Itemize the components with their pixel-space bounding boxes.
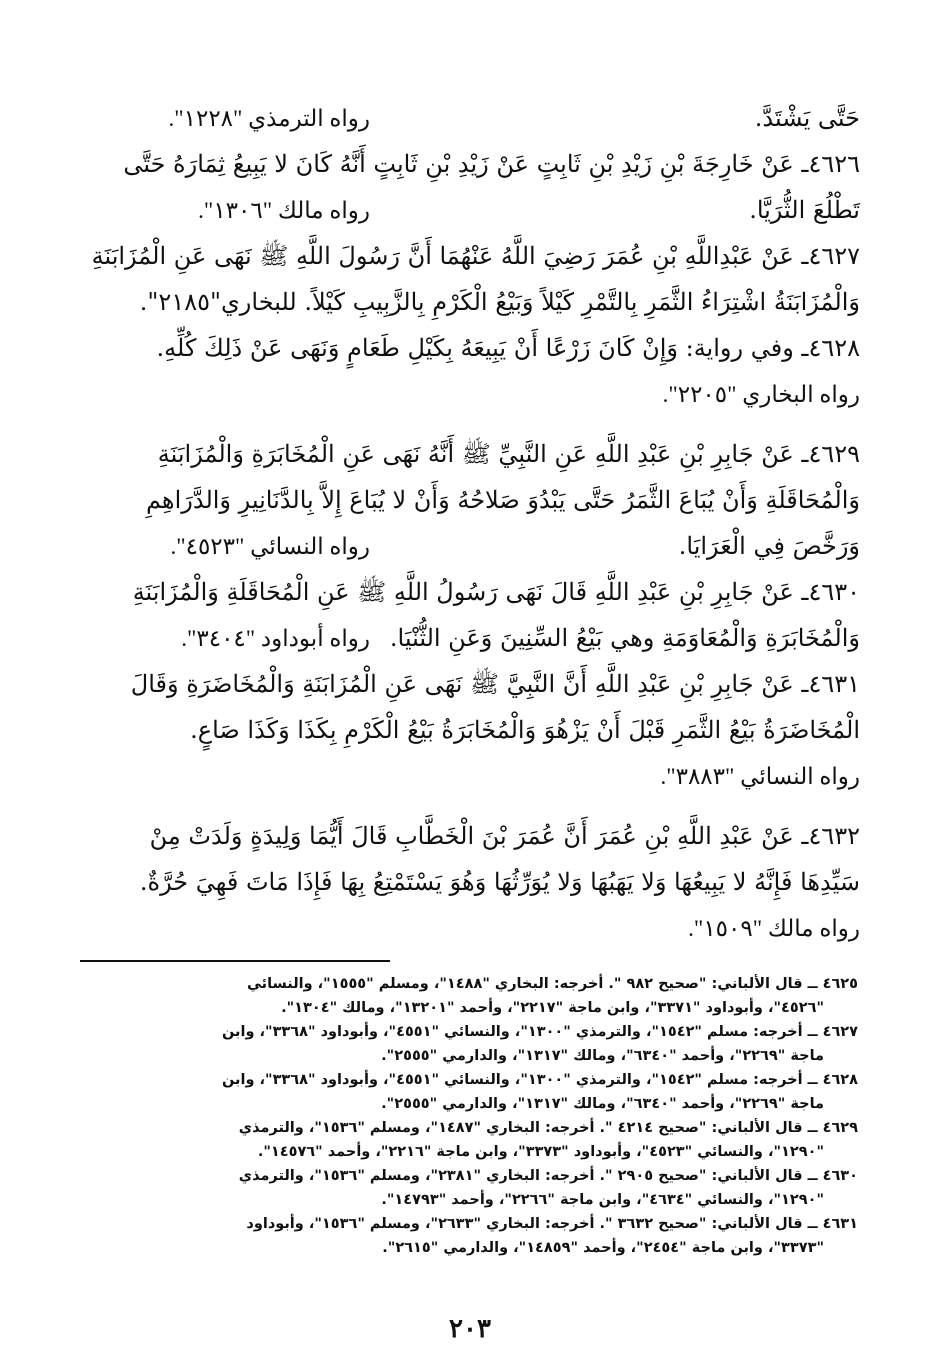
hadith-source: رواه مالك "١٥٠٩". [688,916,860,941]
hadith-line: ٤٦٣٢ـ عَنْ عَبْدِ اللَّهِ بْنِ عُمَرَ أَنَّ عُمَرَ بْنَ الْخَطَّابِ قَالَ أَيُّمَا وَلِيدَةٍ وَلَدَتْ مِنْ [149,822,860,850]
hadith-source: رواه البخاري "٢٢٠٥". [662,382,860,407]
hadith-line: وَالْمُخَابَرَةِ وَالْمُعَاوَمَةِ وهي بَيْعُ السِّنِينَ وَعَنِ الثُّنْيَا. [389,624,860,652]
hadith-line: الْمُخَاضَرَةُ بَيْعُ الثَّمَرِ قَبْلَ أَنْ يَزْهُوَ وَالْمُخَابَرَةُ بَيْعُ الْكَرْمِ بِكَذَا وَكَذَا صَاعٍ. [190,716,860,744]
hadith-line: وَالْمُحَاقَلَةِ وَأَنْ يُبَاعَ الثَّمَرُ حَتَّى يَبْدُوَ صَلاحُهُ وَأَنْ لا يُبَاعَ إِلاَّ بِالدَّنَانِيرِ وَالدَّرَاهِمِ [145,486,860,514]
hadith-line: وَرَخَّصَ فِي الْعَرَايَا. [678,532,860,560]
hadith-source: رواه أبوداود "٣٤٠٤". [181,626,370,651]
footnote-line: ماجة "٢٢٦٩"، وأحمد "٦٣٤٠"، ومالك "١٣١٧"، والدارمي "٢٥٥٥". [381,1048,824,1064]
footnote-line: ٤٦٢٩ ــ قال الألباني: "صحيح ٤٢١٤ ". أخرجه: البخاري "١٤٨٧"، ومسلم "١٥٣٦"، والترمذي [238,1120,858,1136]
footnote-line: ٤٦٢٥ ــ قال الألباني: "صحيح ٩٨٢ ". أخرجه: البخاري "١٤٨٨"، ومسلم "١٥٥٥"، والنسائي [246,976,858,992]
footnote-line: ٤٦٢٧ ــ أخرجه: مسلم "١٥٤٢"، والترمذي "١٣٠٠"، والنسائي "٤٥٥١"، وأبوداود "٣٣٦٨"، وابن [221,1024,858,1040]
footnote-line: "١٢٩٠"، والنسائي "٤٦٣٤"، وابن ماجة "٢٢٦٦"، وأحمد "١٤٧٩٣". [381,1192,824,1208]
hadith-4631-source-line [70,753,860,799]
footnote-line: "٣٣٧٣"، وابن ماجة "٢٤٥٤"، وأحمد "١٤٨٥٩"، والدارمي "٢٦١٥". [382,1240,824,1256]
footnote-line: ٤٦٣٠ ــ قال الألباني: "صحيح ٢٩٠٥ ". أخرجه: البخاري "٢٣٨١"، ومسلم "١٥٣٦"، والترمذي [238,1168,858,1184]
footnote-line: ماجة "٢٢٦٩"، وأحمد "٦٣٤٠"، ومالك "١٣١٧"، والدارمي "٢٥٥٥". [381,1096,824,1112]
hadith-line: ٤٦٢٧ـ عَنْ عَبْدِاللَّهِ بْنِ عُمَرَ رَضِيَ اللَّهُ عَنْهُمَا أَنَّ رَسُولَ اللَّهِ ﷺ نَهَى عَنِ الْمُزَابَنَةِ [91,242,860,270]
hadith-line: ٤٦٣١ـ عَنْ جَابِرِ بْنِ عَبْدِ اللَّهِ أَنَّ النَّبِيَّ ﷺ نَهَى عَنِ الْمُزَابَنَةِ وَالْمُخَاضَرَةِ وَقَالَ [130,670,860,698]
hadith-4629-end [70,523,860,569]
hadith-body [70,95,860,951]
footnote-line: "٤٥٢٦"، وأبوداود "٣٣٧١"، وابن ماجة "٢٢١٧"، وأحمد "١٣٢٠١"، ومالك "١٣٠٤". [281,1000,824,1016]
page-number: ٢٠٣ [449,1314,491,1344]
hadith-4626-end [70,187,860,233]
hadith-line: ٤٦٣٠ـ عَنْ جَابِرِ بْنِ عَبْدِ اللَّهِ قَالَ نَهَى رَسُولُ اللَّهِ ﷺ عَنِ الْمُحَاقَلَةِ وَالْمُزَابَنَةِ [132,578,860,606]
footnote-line: ٤٦٢٨ ــ أخرجه: مسلم "١٥٤٢"، والترمذي "١٣٠٠"، والنسائي "٤٥٥١"، وأبوداود "٣٣٦٨"، وابن [221,1072,858,1088]
hadith-line: ٤٦٢٦ـ عَنْ خَارِجَةَ بْنِ زَيْدِ بْنِ ثَابِتٍ عَنْ زَيْدِ بْنِ ثَابِتٍ أَنَّهُ كَانَ لا يَبِيعُ ثِمَارَهُ حَتَّى [123,150,860,178]
hadith-source: رواه النسائي "٤٥٢٣". [170,534,370,559]
hadith-source: رواه الترمذي "١٢٢٨". [168,106,370,131]
hadith-line: ٤٦٢٨ـ وفي رواية: وَإِنْ كَانَ زَرْعًا أَنْ يَبِيعَهُ بِكَيْلِ طَعَامٍ وَنَهَى عَنْ ذَلِكَ كُلِّهِ. [156,334,860,362]
hadith-line: حَتَّى يَشْتَدَّ. [754,104,860,132]
hadith-line: تَطْلُعَ الثُّرَيَّا. [749,196,860,224]
hadith-source: رواه النسائي "٣٨٨٣". [660,764,860,789]
hadith-4632-source-line [70,905,860,951]
hadith-source: رواه مالك "١٣٠٦". [198,198,370,223]
hadith-line: ٤٦٢٩ـ عَنْ جَابِرِ بْنِ عَبْدِ اللَّهِ عَنِ النَّبِيِّ ﷺ أَنَّهُ نَهَى عَنِ الْمُخَابَرَةِ وَالْمُزَابَنَةِ [157,440,860,468]
footnote-line: "١٢٩٠"، والنسائي "٤٥٢٣"، وأبوداود "٣٣٧٣"، وابن ماجة "٢٢١٦"، وأحمد "١٤٥٧٦". [257,1144,824,1160]
footnote-line: ٤٦٣١ ــ قال الألباني: "صحيح ٣٦٣٢ ". أخرجه: البخاري "٢٦٣٣"، ومسلم "١٥٣٦"، وأبوداود [246,1216,858,1232]
footnote-divider [80,960,390,962]
hadith-line: وَالْمُزَابَنَةُ اشْتِرَاءُ الثَّمَرِ بِالتَّمْرِ كَيْلاً وَبَيْعُ الْكَرْمِ بِالزَّبِيبِ كَيْلاً. للبخاري"٢١٨٥". [139,288,860,316]
hadith-4630-end [70,615,860,661]
hadith-4625-tail [70,95,860,141]
footnotes [78,972,858,1260]
hadith-line: سَيِّدِهَا فَإِنَّهُ لا يَبِيعُهَا وَلا يَهَبُهَا وَلا يُوَرِّثُهَا وَهُوَ يَسْتَمْتِعُ بِهَا فَإِذَا مَاتَ فَهِيَ حُرَّةٌ. [139,868,860,896]
hadith-4628-source-line [70,371,860,417]
